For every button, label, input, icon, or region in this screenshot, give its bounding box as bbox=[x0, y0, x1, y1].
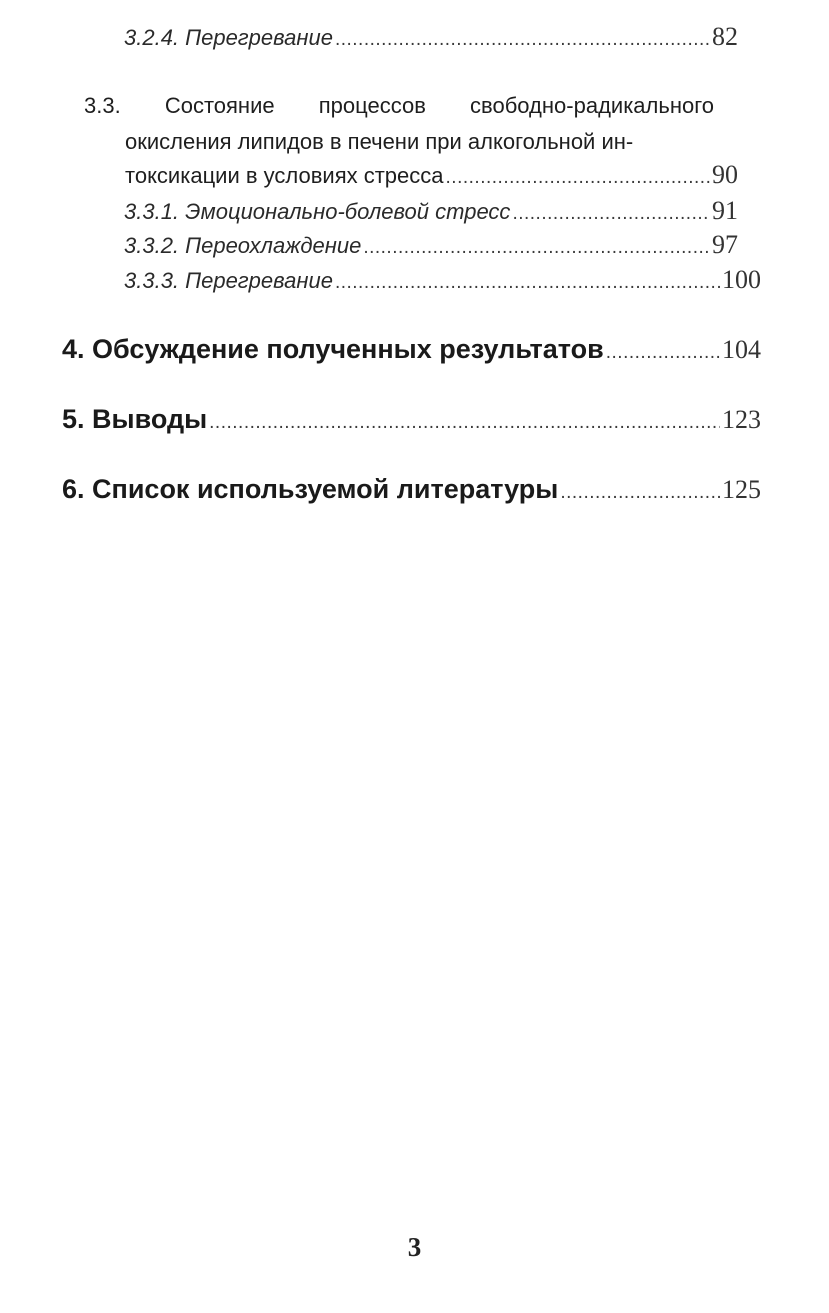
toc-word: 3.3. bbox=[84, 93, 121, 118]
dot-leader bbox=[446, 167, 710, 189]
toc-word: свободно-радикального bbox=[470, 93, 714, 118]
toc-page-number: 90 bbox=[712, 160, 738, 189]
toc-entry-3-3-last-line bbox=[125, 160, 752, 190]
toc-line: окисления липидов в печени при алкогольной ин- bbox=[125, 129, 634, 154]
toc-page-number: 123 bbox=[722, 405, 761, 434]
toc-page-number: 97 bbox=[712, 230, 738, 259]
toc-entry-3-3-2 bbox=[124, 230, 752, 260]
dot-leader bbox=[335, 272, 720, 294]
dot-leader bbox=[363, 237, 710, 259]
page-number: 3 bbox=[407, 1232, 422, 1262]
toc-title: 6. Список используемой литературы bbox=[62, 474, 559, 504]
toc-title: 3.3.3. Перегревание bbox=[124, 268, 333, 293]
dot-leader bbox=[560, 482, 720, 504]
dot-leader bbox=[209, 412, 720, 434]
toc-page-number: 125 bbox=[722, 475, 761, 504]
toc-title: 3.3.1. Эмоционально-болевой стресс bbox=[124, 199, 511, 224]
toc-entry-3-3-3 bbox=[124, 265, 768, 295]
toc-page-number: 82 bbox=[712, 22, 738, 51]
toc-entry-3-2-4 bbox=[124, 22, 752, 52]
toc-page-number: 100 bbox=[722, 265, 761, 294]
toc-title: токсикации в условиях стресса bbox=[125, 163, 444, 188]
toc-word: Состояние bbox=[164, 93, 275, 118]
dot-leader bbox=[606, 342, 720, 364]
toc-title: 4. Обсуждение полученных результатов bbox=[62, 334, 604, 364]
toc-chapter-5 bbox=[62, 404, 768, 435]
toc-page-number: 91 bbox=[712, 196, 738, 225]
toc-chapter-4 bbox=[62, 334, 768, 365]
dot-leader bbox=[335, 29, 710, 51]
toc-title: 5. Выводы bbox=[62, 404, 208, 434]
toc-title: 3.2.4. Перегревание bbox=[124, 25, 333, 50]
toc-page-number: 104 bbox=[722, 335, 761, 364]
toc-title: 3.3.2. Переохлаждение bbox=[124, 233, 362, 258]
toc-entry-3-3-1 bbox=[124, 196, 752, 226]
toc-chapter-6 bbox=[62, 474, 768, 505]
toc-entry-3-3 bbox=[84, 88, 714, 160]
toc-line bbox=[84, 88, 714, 124]
toc-word: процессов bbox=[318, 93, 426, 118]
dot-leader bbox=[512, 203, 710, 225]
